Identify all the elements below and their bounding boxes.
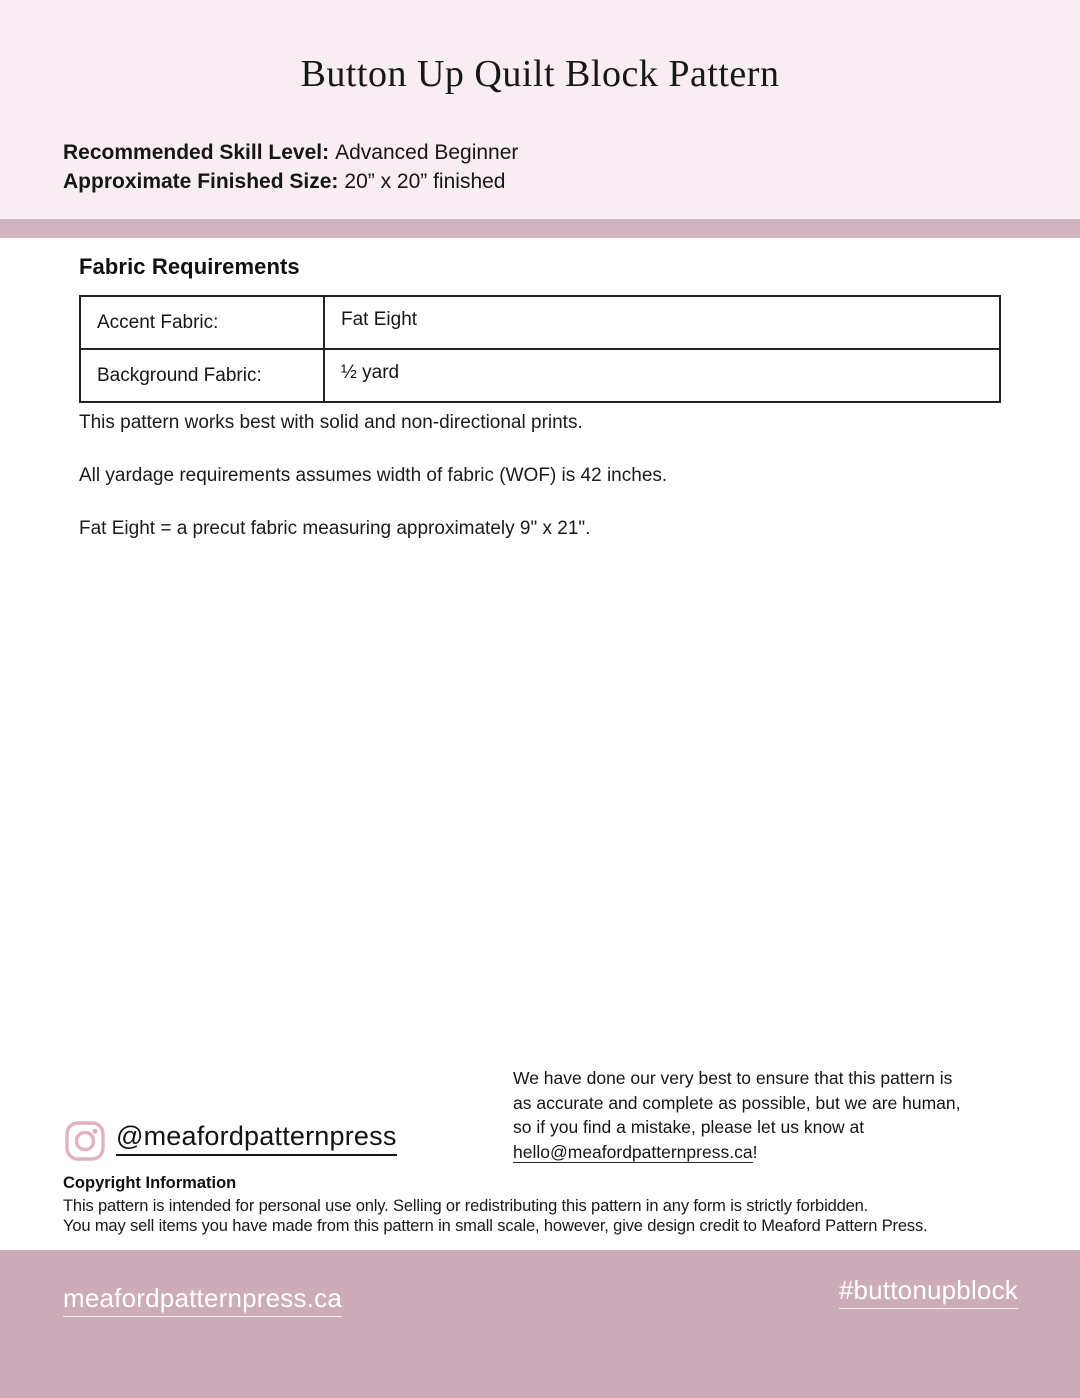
background-fabric-value: ½ yard [324,349,1000,402]
accent-fabric-label: Accent Fabric: [80,296,324,349]
table-row [80,296,1000,349]
finished-size-value: 20” x 20” finished [344,170,506,193]
accuracy-note-line2: as accurate and complete as possible, but we are human, [513,1092,961,1113]
note-wof: All yardage requirements assumes width of fabric (WOF) is 42 inches. [79,465,668,486]
note-solid-prints: This pattern works best with solid and non-directional prints. [79,412,583,433]
accuracy-note-suffix: ! [752,1141,758,1162]
instagram-icon[interactable] [64,1120,106,1162]
accuracy-note-line1: We have done our very best to ensure that this pattern is [513,1068,953,1088]
copyright-section [63,1174,1043,1236]
footer [0,1250,1080,1398]
note-fat-eight: Fat Eight = a precut fabric measuring approximately 9" x 21". [79,518,591,539]
divider-band [0,219,1080,238]
pattern-meta [63,138,518,196]
hashtag-link[interactable]: #buttonupblock [839,1275,1018,1309]
copyright-heading: Copyright Information [63,1174,237,1192]
background-fabric-label: Background Fabric: [80,349,324,402]
finished-size-line [63,167,518,196]
fabric-requirements-table [79,295,1001,403]
instagram-handle-link[interactable]: @meafordpatternpress [116,1121,397,1156]
accuracy-note [513,1066,1028,1164]
header [0,0,1080,219]
skill-level-label: Recommended Skill Level: [63,141,330,164]
website-link[interactable]: meafordpatternpress.ca [63,1283,342,1317]
copyright-line1: This pattern is intended for personal use only. Selling or redistributing this pattern in any form is strictly forbidden. [63,1197,869,1215]
copyright-line2: You may sell items you have made from this pattern in small scale, however, give design credit to Meaford Pattern Press. [63,1217,928,1235]
fabric-requirements-heading: Fabric Requirements [79,254,300,279]
fabric-notes [79,409,979,568]
accuracy-note-line3: so if you find a mistake, please let us know at [513,1117,865,1137]
contact-email-link[interactable]: hello@meafordpatternpress.ca [513,1141,753,1162]
table-row [80,349,1000,402]
page-title: Button Up Quilt Block Pattern [300,53,780,95]
finished-size-label: Approximate Finished Size: [63,170,339,193]
skill-level-line [63,138,518,167]
accent-fabric-value: Fat Eight [324,296,1000,349]
skill-level-value: Advanced Beginner [335,141,519,164]
